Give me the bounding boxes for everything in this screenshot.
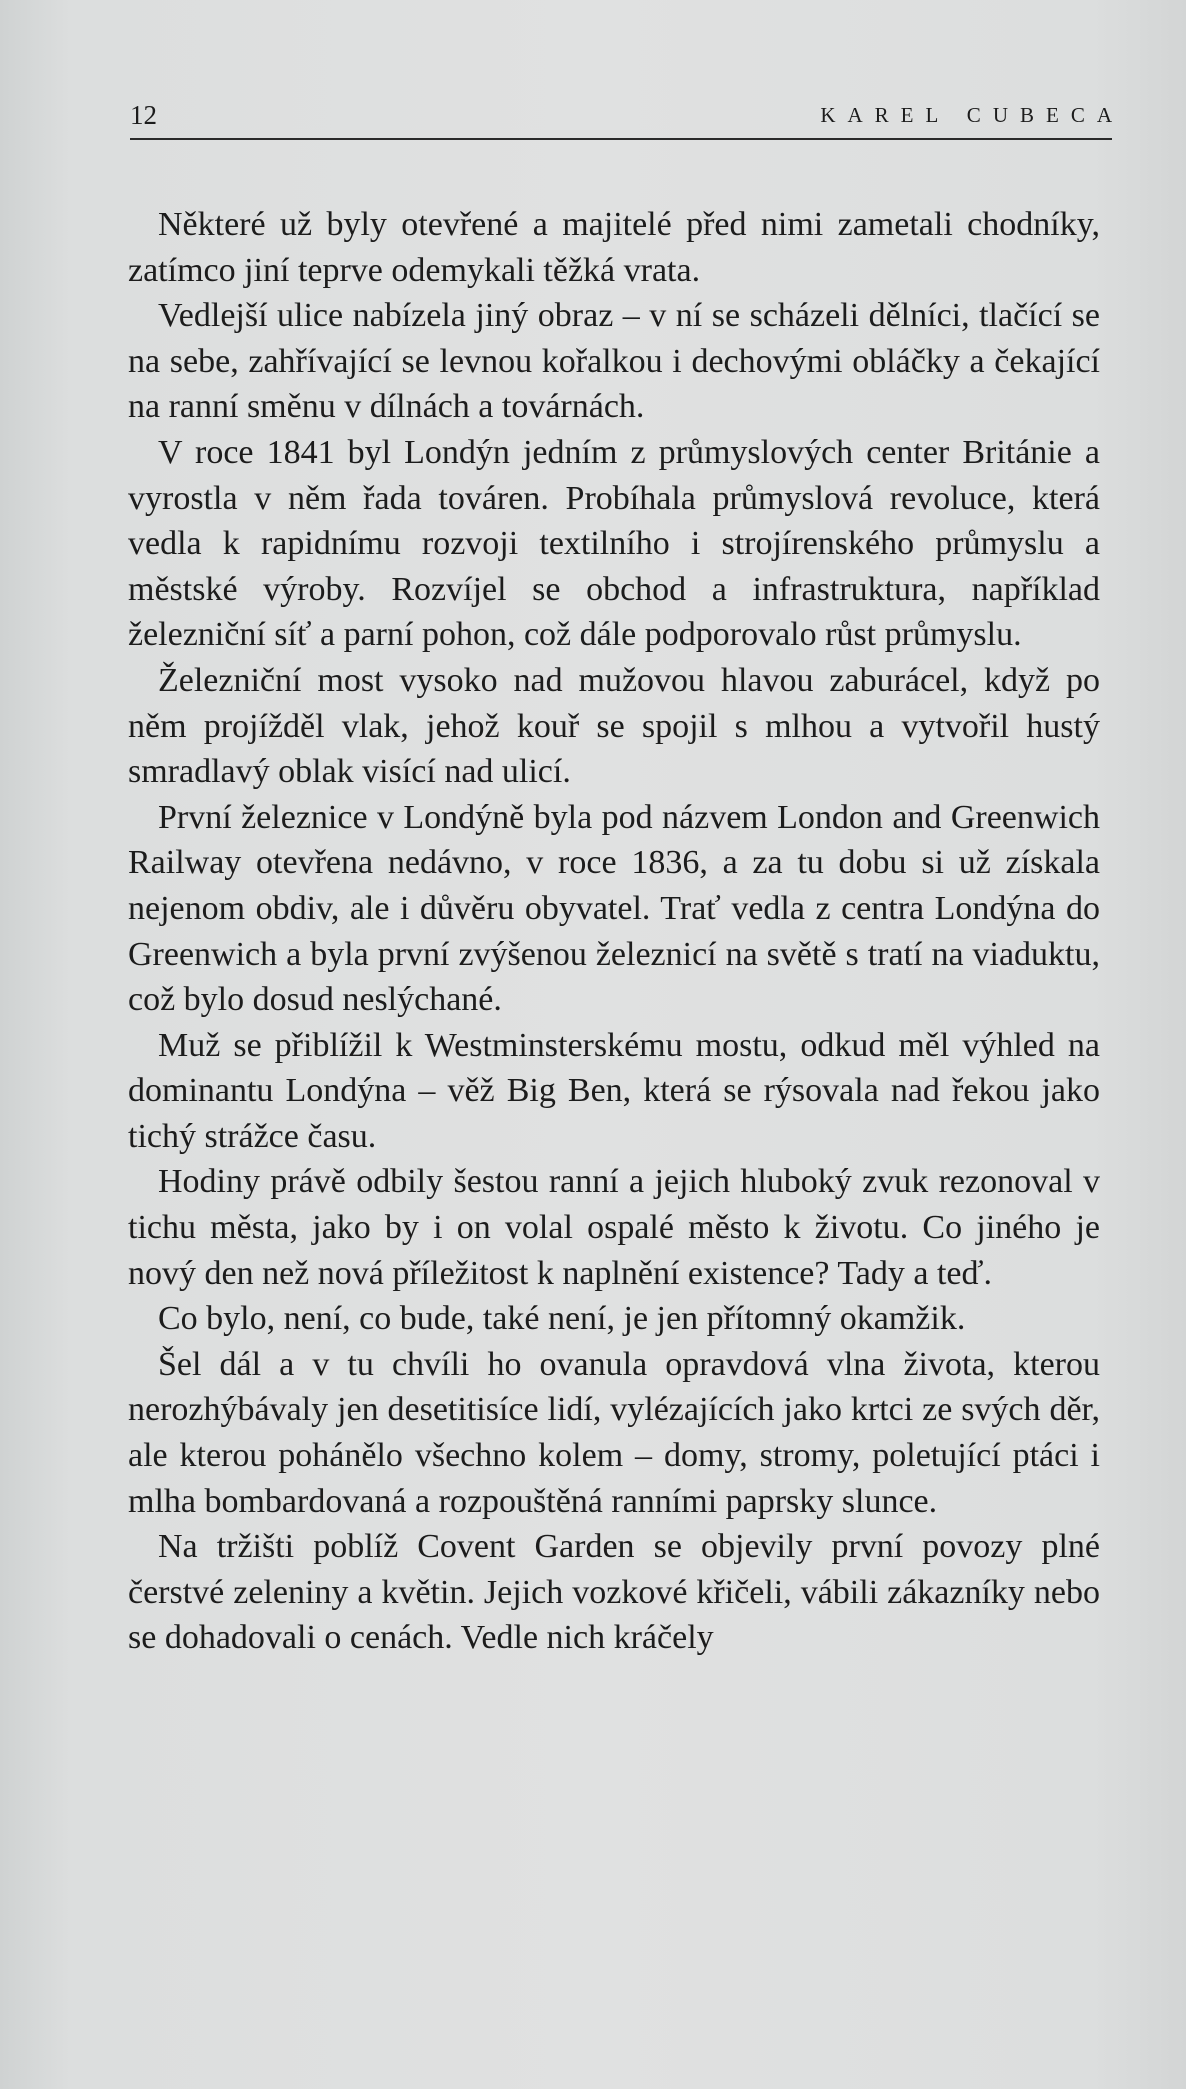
paragraph: Co bylo, není, co bude, také není, je jen přítomný okamžik. <box>158 1300 966 1338</box>
paragraph: První železnice v Londýně byla pod názvem London and Greenwich Railway otevřena nedávno, v roce 1836, a za tu dobu si už získala nejenom obdiv, ale i důvěru obyvatel. Trať vedla z centra Londýna do Greenwich a byla první zvýšenou železnicí na světě s tratí na viaduktu, což bylo dosud neslýchané. <box>128 798 1100 1019</box>
page-number: 12 <box>130 100 157 130</box>
body-text <box>128 202 1100 1661</box>
paragraph: Šel dál a v tu chvíli ho ovanula opravdová vlna života, kterou nerozhýbávaly jen desetitisíce lidí, vylézajících jako krtci ze svých děr, ale kterou pohánělo všechno kolem – domy, stromy, poletující ptáci i mlha bombardovaná a rozpouštěná ranními paprsky slunce. <box>128 1345 1100 1520</box>
running-head-author: KAREL CUBECA <box>820 103 1124 127</box>
running-head <box>130 98 1124 140</box>
paragraph: Železniční most vysoko nad mužovou hlavou zaburácel, když po něm projížděl vlak, jehož kouř se spojil s mlhou a vytvořil hustý smradlavý oblak visící nad ulicí. <box>128 661 1100 791</box>
paragraph: Muž se přiblížil k Westminsterskému mostu, odkud měl výhled na dominantu Londýna – věž Big Ben, která se rýsovala nad řekou jako tichý strážce času. <box>128 1026 1100 1155</box>
paragraph: Na tržišti poblíž Covent Garden se objevily první povozy plné čerstvé zeleniny a květin. Jejich vozkové křičeli, vábili zákazníky nebo se dohadovali o cenách. Vedle nich kráčely <box>128 1528 1100 1657</box>
paragraph: V roce 1841 byl Londýn jedním z průmyslových center Británie a vyrostla v něm řada továren. Probíhala průmyslová revoluce, která vedla k rapidnímu rozvoji textilního i strojírenského průmyslu a městské výroby. Rozvíjel se obchod a infrastruktura, například železniční síť a parní pohon, což dále podporovalo růst průmyslu. <box>128 433 1100 654</box>
paragraph: Některé už byly otevřené a majitelé před nimi zametali chodníky, zatímco jiní teprve odemykali těžká vrata. <box>128 206 1100 289</box>
paragraph: Vedlejší ulice nabízela jiný obraz – v ní se scházeli dělníci, tlačící se na sebe, zahřívající se levnou kořalkou i dechovými obláčky a čekající na ranní směnu v dílnách a továrnách. <box>128 297 1100 426</box>
paragraph: Hodiny právě odbily šestou ranní a jejich hluboký zvuk rezonoval v tichu města, jako by i on volal ospalé město k životu. Co jiného je nový den než nová příležitost k naplnění existence? Tady a teď. <box>128 1163 1100 1292</box>
